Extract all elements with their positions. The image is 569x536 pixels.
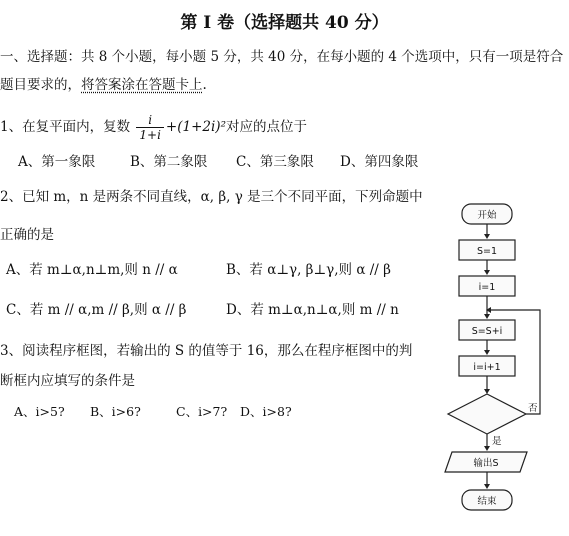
- flowchart-end-label: 结束: [477, 496, 497, 507]
- instructions-prefix: 题目要求的，: [0, 77, 81, 93]
- q1-option-b: B、第二象限: [130, 154, 208, 170]
- flowchart-start-label: 开始: [477, 210, 497, 221]
- flowchart-output-label: 输出S: [473, 458, 499, 469]
- question-3-line-2: 断框内应填写的条件是: [0, 373, 135, 389]
- q1-suffix: 对应的点位于: [226, 119, 307, 135]
- q1-option-d: D、第四象限: [340, 154, 419, 170]
- flowchart-arrowhead: [484, 314, 490, 319]
- flowchart-no-label: 否: [528, 403, 538, 414]
- flowchart-decision-diamond: [448, 394, 526, 434]
- instructions-line-2: [0, 76, 207, 94]
- flowchart-i-update-label: i=i+1: [473, 362, 501, 373]
- flowchart-arrowhead: [484, 446, 490, 451]
- program-flowchart: [434, 194, 564, 536]
- q2-option-b: B、若 α⊥γ, β⊥γ,则 α // β: [226, 262, 391, 278]
- flowchart-s-update-label: S=S+i: [471, 326, 503, 337]
- instructions-dotted-text: 将答案涂在答题卡上: [81, 77, 203, 93]
- flowchart-i-init-label: i=1: [478, 282, 496, 293]
- q1-fraction-denominator: 1+i: [136, 127, 164, 142]
- instructions-suffix: .: [202, 77, 207, 93]
- q1-prefix: 1、在复平面内，复数: [0, 119, 131, 135]
- flowchart-s-init-label: S=1: [476, 246, 498, 257]
- flowchart-arrowhead: [484, 350, 490, 355]
- q3-option-d: D、i>8?: [240, 404, 292, 419]
- flowchart-yes-label: 是: [492, 436, 502, 447]
- section-title: 第 I 卷（选择题共 40 分）: [180, 13, 389, 33]
- instructions-line-1: 一、选择题：共 8 个小题，每小题 5 分，共 40 分，在每小题的 4 个选项中，只有一项是符合: [0, 49, 564, 65]
- q3-option-c: C、i>7?: [176, 404, 228, 419]
- q1-fraction-numerator: i: [148, 113, 153, 127]
- q3-option-b: B、i>6?: [90, 404, 141, 419]
- q2-option-c: C、若 m // α,m // β,则 α // β: [6, 302, 187, 318]
- flowchart-arrowhead: [484, 389, 490, 394]
- flowchart-arrowhead: [484, 234, 490, 239]
- flowchart-arrowhead: [484, 270, 490, 275]
- question-1-stem: [0, 113, 307, 142]
- q1-expression: +(1+2i)²: [165, 119, 226, 135]
- q2-option-d: D、若 m⊥α,n⊥α,则 m // n: [226, 302, 399, 318]
- question-2-line-1: 2、已知 m，n 是两条不同直线，α, β, γ 是三个不同平面，下列命题中: [0, 189, 423, 205]
- q2-option-a: A、若 m⊥α,n⊥m,则 n // α: [6, 262, 178, 278]
- q1-option-c: C、第三象限: [236, 154, 314, 170]
- question-2-line-2: 正确的是: [0, 227, 54, 243]
- flowchart-arrowhead: [484, 484, 490, 489]
- question-3-line-1: 3、阅读程序框图，若输出的 S 的值等于 16，那么在程序框图中的判: [0, 343, 413, 359]
- q1-fraction: [136, 113, 164, 142]
- q1-option-a: A、第一象限: [18, 154, 96, 170]
- q3-option-a: A、i>5?: [14, 404, 65, 419]
